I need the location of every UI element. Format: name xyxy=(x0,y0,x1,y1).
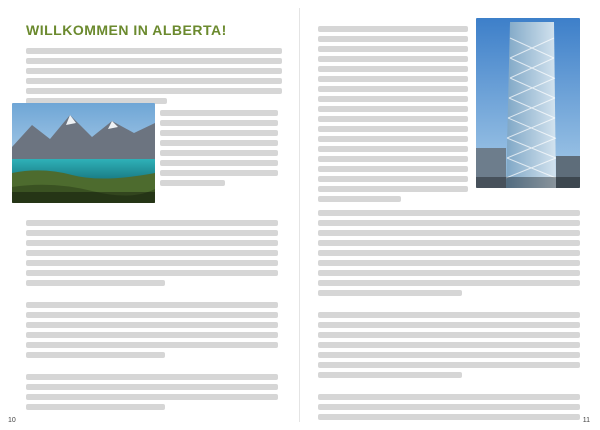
photo-caption xyxy=(12,192,155,203)
tower-image xyxy=(476,18,580,188)
text-placeholder xyxy=(160,106,278,190)
page-heading: WILLKOMMEN IN ALBERTA! xyxy=(26,22,227,38)
photo-caption xyxy=(476,177,580,188)
right-page xyxy=(300,0,600,430)
page-number: 11 xyxy=(582,417,590,424)
skyscraper-photo xyxy=(476,18,580,188)
page-number: 10 xyxy=(8,417,16,424)
text-placeholder xyxy=(318,206,580,424)
text-placeholder xyxy=(26,216,278,414)
text-placeholder xyxy=(26,48,282,104)
text-placeholder xyxy=(318,22,468,206)
lake-mountain-image xyxy=(12,103,155,203)
landscape-photo xyxy=(12,103,155,203)
